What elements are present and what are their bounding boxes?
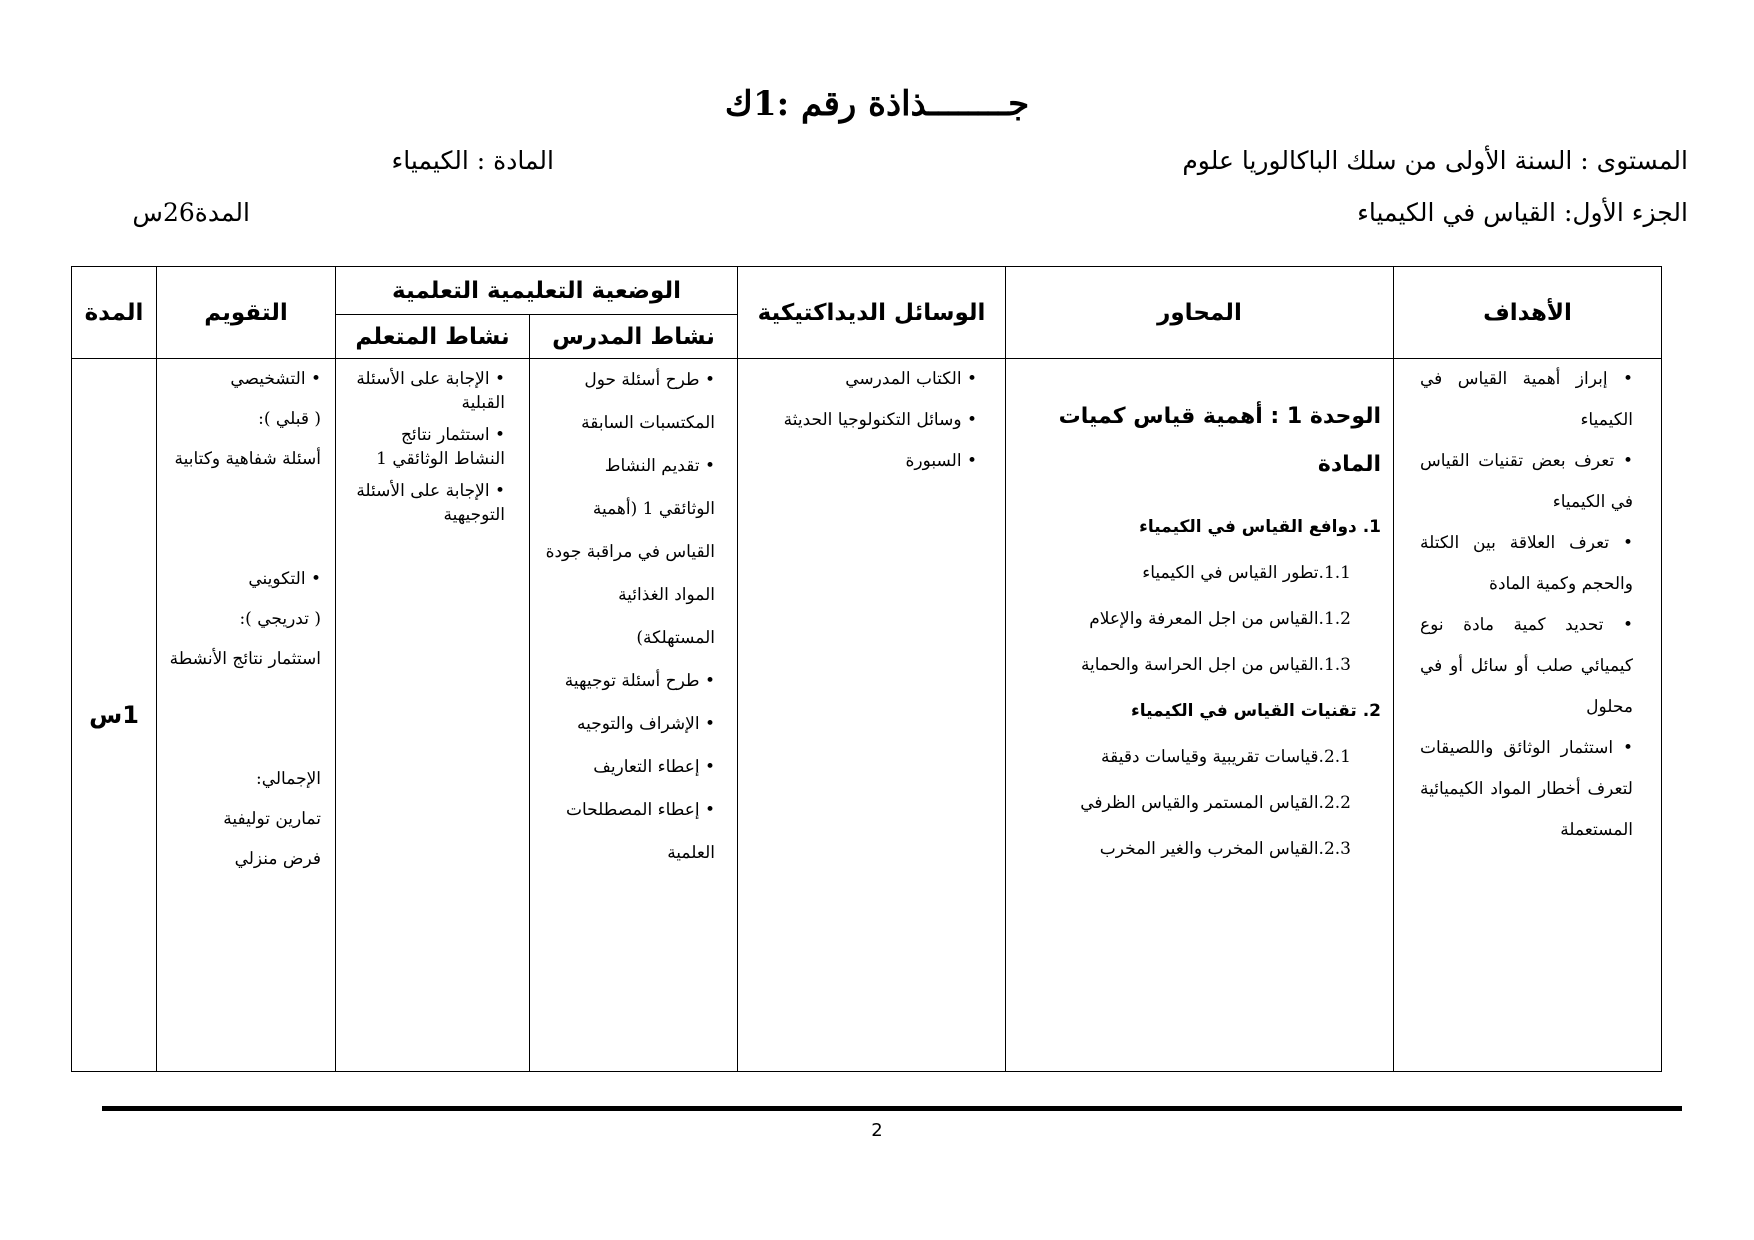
means-item: • السبورة (748, 441, 977, 482)
learner-item: • استثمار نتائج النشاط الوثائقي 1 (346, 423, 505, 471)
formative-title: • التكويني (248, 569, 321, 589)
objective-item: • استثمار الوثائق واللصيقات لتعرف أخطار المواد الكيميائية المستعملة (1420, 728, 1633, 851)
axes-cell (1006, 359, 1394, 1072)
lesson-plan-table (71, 266, 1662, 1072)
objective-item: • تعرف العلاقة بين الكتلة والحجم وكمية المادة (1420, 523, 1633, 605)
header-evaluation: التقويم (157, 267, 336, 359)
teacher-item: • الإشراف والتوجيه (544, 703, 715, 746)
means-item: • الكتاب المدرسي (748, 359, 977, 400)
section-1-title: 1. دوافع القياس في الكيمياء (1139, 517, 1381, 537)
part-label: الجزء الأول: القياس في الكيمياء (1357, 198, 1688, 227)
summative-item: فرض منزلي (234, 849, 321, 869)
header-means: الوسائل الديداكتيكية (738, 267, 1006, 359)
evaluation-cell (157, 359, 336, 1072)
learner-item: • الإجابة على الأسئلة القبلية (346, 367, 505, 415)
section-2-title: 2. تقنيات القياس في الكيمياء (1131, 701, 1381, 721)
page-title: جــــــــذاذة رقم :1ك (724, 84, 1030, 124)
objectives-cell (1394, 359, 1662, 1072)
header-situation: الوضعية التعليمية التعلمية (336, 267, 738, 315)
subsection-item: 2.3.القياس المخرب والغير المخرب (1099, 839, 1351, 859)
unit-title: الوحدة 1 : أهمية قياس كميات المادة (1058, 404, 1381, 477)
means-cell (738, 359, 1006, 1072)
teacher-item: • إعطاء التعاريف (544, 746, 715, 789)
subsection-item: 2.1.قياسات تقريبية وقياسات دقيقة (1101, 747, 1351, 767)
teacher-cell (530, 359, 738, 1072)
subject-label: المادة : الكيمياء (391, 146, 554, 175)
duration-value: 1س (72, 359, 157, 1072)
footer-divider (102, 1106, 1682, 1111)
header-axes: المحاور (1006, 267, 1394, 359)
subsection-item: 1.2.القياس من اجل المعرفة والإعلام (1089, 609, 1351, 629)
teacher-item: • تقديم النشاط الوثائقي 1 (أهمية القياس في مراقبة جودة المواد الغذائية المستهلكة) (544, 445, 715, 660)
page-number: 2 (871, 1120, 883, 1141)
level-label: المستوى : السنة الأولى من سلك الباكالوريا علوم (1182, 146, 1688, 175)
diagnostic-title: • التشخيصي (230, 369, 321, 389)
teacher-item: • إعطاء المصطلحات العلمية (544, 789, 715, 875)
learner-cell (336, 359, 530, 1072)
summative-item: تمارين توليفية (223, 809, 321, 829)
header-duration: المدة (72, 267, 157, 359)
subsection-item: 1.3.القياس من اجل الحراسة والحماية (1080, 655, 1351, 675)
header-teacher: نشاط المدرس (530, 315, 738, 359)
summative-title: الإجمالي: (255, 769, 321, 789)
teacher-item: • طرح أسئلة حول المكتسبات السابقة (544, 359, 715, 445)
subsection-item: 2.2.القياس المستمر والقياس الظرفي (1080, 793, 1351, 813)
subsection-item: 1.1.تطور القياس في الكيمياء (1142, 563, 1351, 583)
formative-when: ( تدريجي ): (239, 609, 321, 629)
teacher-item: • طرح أسئلة توجيهية (544, 660, 715, 703)
diagnostic-desc: أسئلة شفاهية وكتابية (174, 449, 321, 469)
header-learner: نشاط المتعلم (336, 315, 530, 359)
objective-item: • تعرف بعض تقنيات القياس في الكيمياء (1420, 441, 1633, 523)
header-objectives: الأهداف (1394, 267, 1662, 359)
means-item: • وسائل التكنولوجيا الحديثة (748, 400, 977, 441)
learner-item: • الإجابة على الأسئلة التوجيهية (346, 479, 505, 527)
duration-label: المدة26س (132, 198, 250, 227)
objective-item: • تحديد كمية مادة نوع كيميائي صلب أو سائل أو في محلول (1420, 605, 1633, 728)
formative-desc: استثمار نتائج الأنشطة (169, 649, 321, 669)
diagnostic-when: ( قبلي ): (258, 409, 321, 429)
objective-item: • إبراز أهمية القياس في الكيمياء (1420, 359, 1633, 441)
